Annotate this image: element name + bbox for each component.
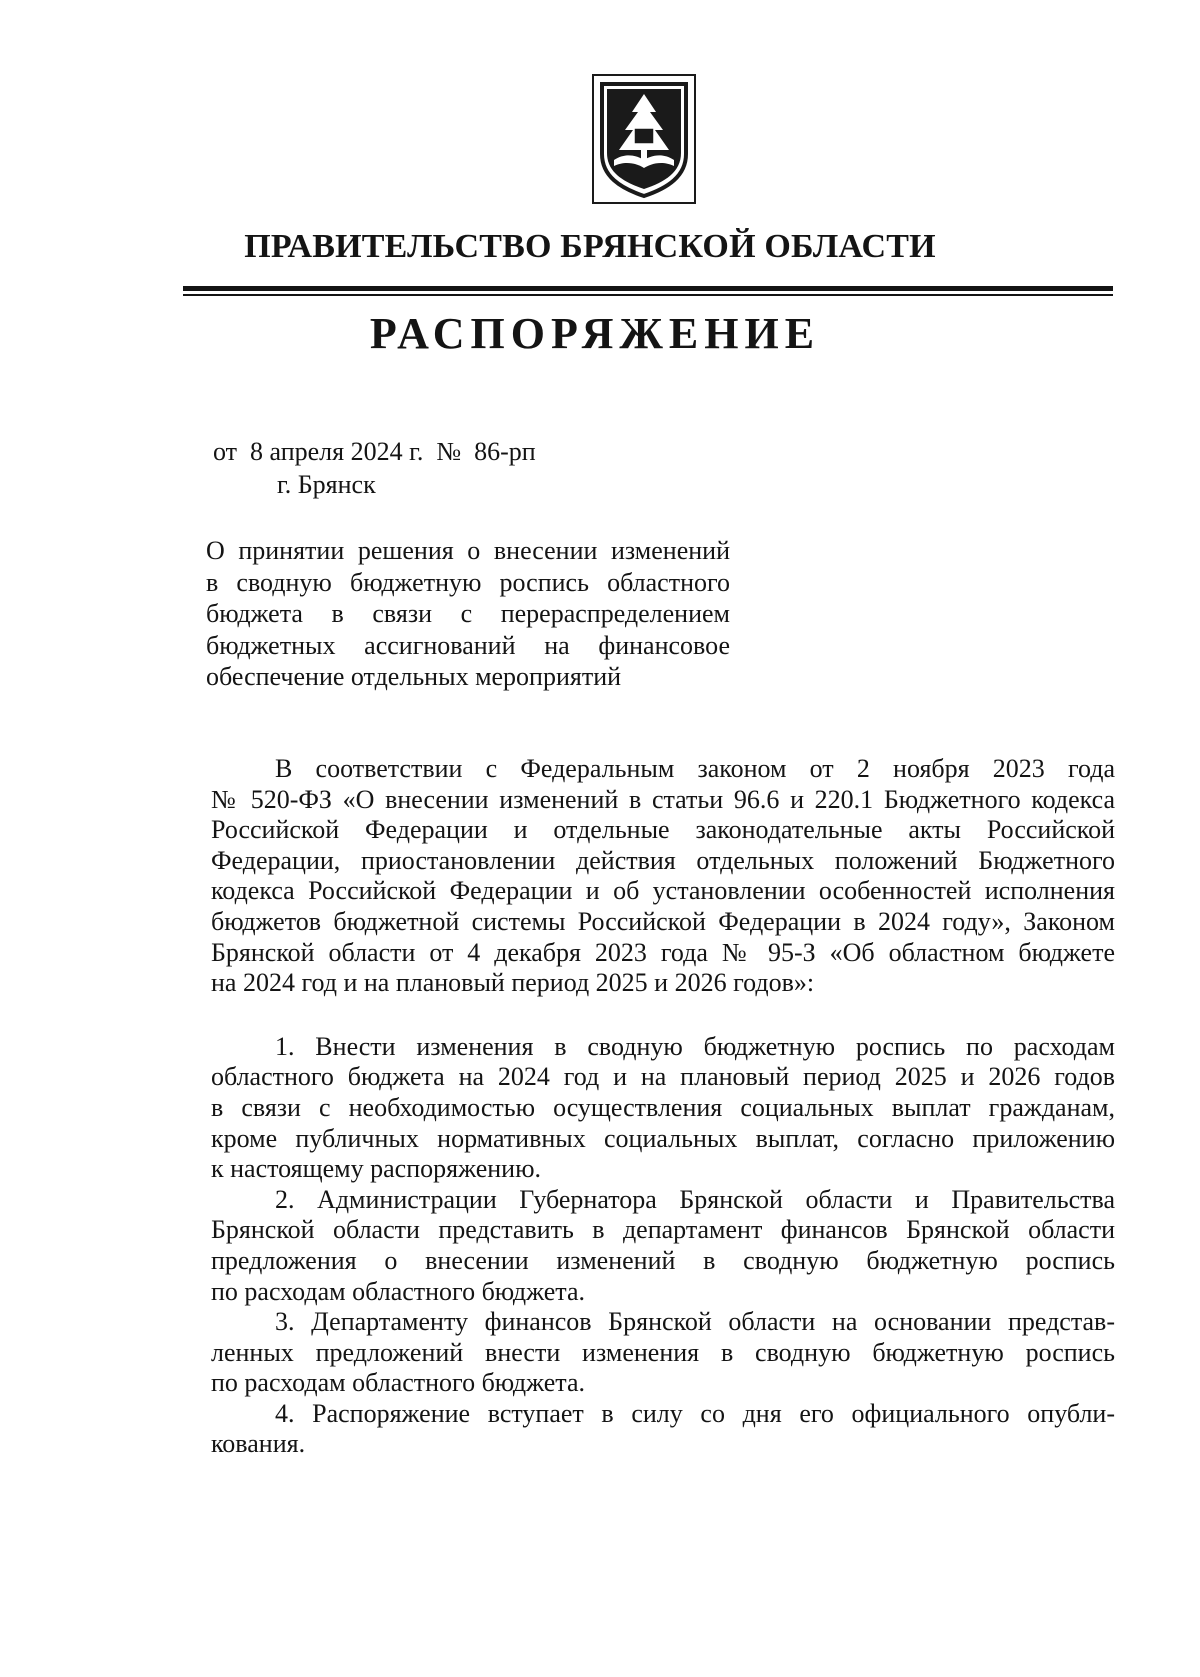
header-rule-thick (183, 286, 1113, 291)
subject-line: бюджетных ассигнований на финансовое (206, 630, 730, 660)
text-line: 2. Администрации Губернатора Брянской области и Правительства (275, 1184, 1115, 1214)
text-line: 4. Распоряжение вступает в силу со дня его официального опубли- (275, 1398, 1115, 1428)
header-rule-thin (183, 294, 1113, 296)
preamble-paragraph (211, 754, 1115, 999)
text-line: на 2024 год и на плановый период 2025 и 2026 годов»: (211, 968, 815, 998)
government-title: ПРАВИТЕЛЬСТВО БРЯНСКОЙ ОБЛАСТИ (244, 228, 936, 265)
text-line: в связи с необходимостью осуществления социальных выплат гражданам, (211, 1092, 1115, 1122)
document-subject (206, 535, 730, 693)
item-paragraph-3 (211, 1307, 1115, 1399)
text-line: ленных предложений внести изменения в сводную бюджетную роспись (211, 1337, 1115, 1367)
text-line: Брянской области представить в департамент финансов Брянской области (211, 1215, 1115, 1245)
text-line: кроме публичных нормативных социальных выплат, согласно приложению (211, 1123, 1115, 1153)
item-paragraph-1 (211, 1032, 1115, 1185)
text-line: кодекса Российской Федерации и об установлении особенностей исполнения (211, 876, 1115, 906)
city: г. Брянск (277, 470, 376, 499)
item-paragraph-4 (211, 1399, 1115, 1460)
text-line: Российской Федерации и отдельные законодательные акты Российской (211, 815, 1115, 845)
text-line: 1. Внести изменения в сводную бюджетную роспись по расходам (275, 1031, 1115, 1061)
subject-line: О принятии решения о внесении изменений (206, 536, 730, 565)
paragraph-spacer (211, 999, 1115, 1032)
subject-line: бюджета в связи с перераспределением (206, 599, 730, 629)
text-line: предложения о внесении изменений в сводную бюджетную роспись (211, 1245, 1115, 1275)
text-line: областного бюджета на 2024 год и на плановый период 2025 и 2026 годов (211, 1062, 1115, 1092)
text-line: по расходам областного бюджета. (211, 1276, 586, 1306)
item-paragraph-2 (211, 1185, 1115, 1307)
text-line: Брянской области от 4 декабря 2023 года № 95-З «Об областном бюджете (211, 937, 1115, 967)
text-line: к настоящему распоряжению. (211, 1154, 541, 1184)
text-line: № 520-ФЗ «О внесении изменений в статьи 96.6 и 220.1 Бюджетного кодекса (211, 784, 1115, 814)
subject-line: обеспечение отдельных мероприятий (206, 662, 622, 692)
bryansk-oblast-coat-of-arms-icon (592, 74, 696, 204)
text-line: Федерации, приостановлении действия отдельных положений Бюджетного (211, 845, 1115, 875)
text-line: В соответствии с Федеральным законом от 2 ноября 2023 года (275, 754, 1115, 783)
document-type-title: РАСПОРЯЖЕНИЕ (369, 309, 821, 358)
text-line: кования. (211, 1429, 306, 1459)
text-line: 3. Департаменту финансов Брянской области на основании представ- (275, 1307, 1115, 1337)
document-body (211, 754, 1115, 1460)
date-and-number: от 8 апреля 2024 г. № 86-рп (213, 437, 536, 466)
text-line: бюджетов бюджетной системы Российской Федерации в 2024 году», Законом (211, 906, 1115, 936)
text-line: по расходам областного бюджета. (211, 1368, 586, 1398)
subject-line: в сводную бюджетную роспись областного (206, 567, 730, 597)
